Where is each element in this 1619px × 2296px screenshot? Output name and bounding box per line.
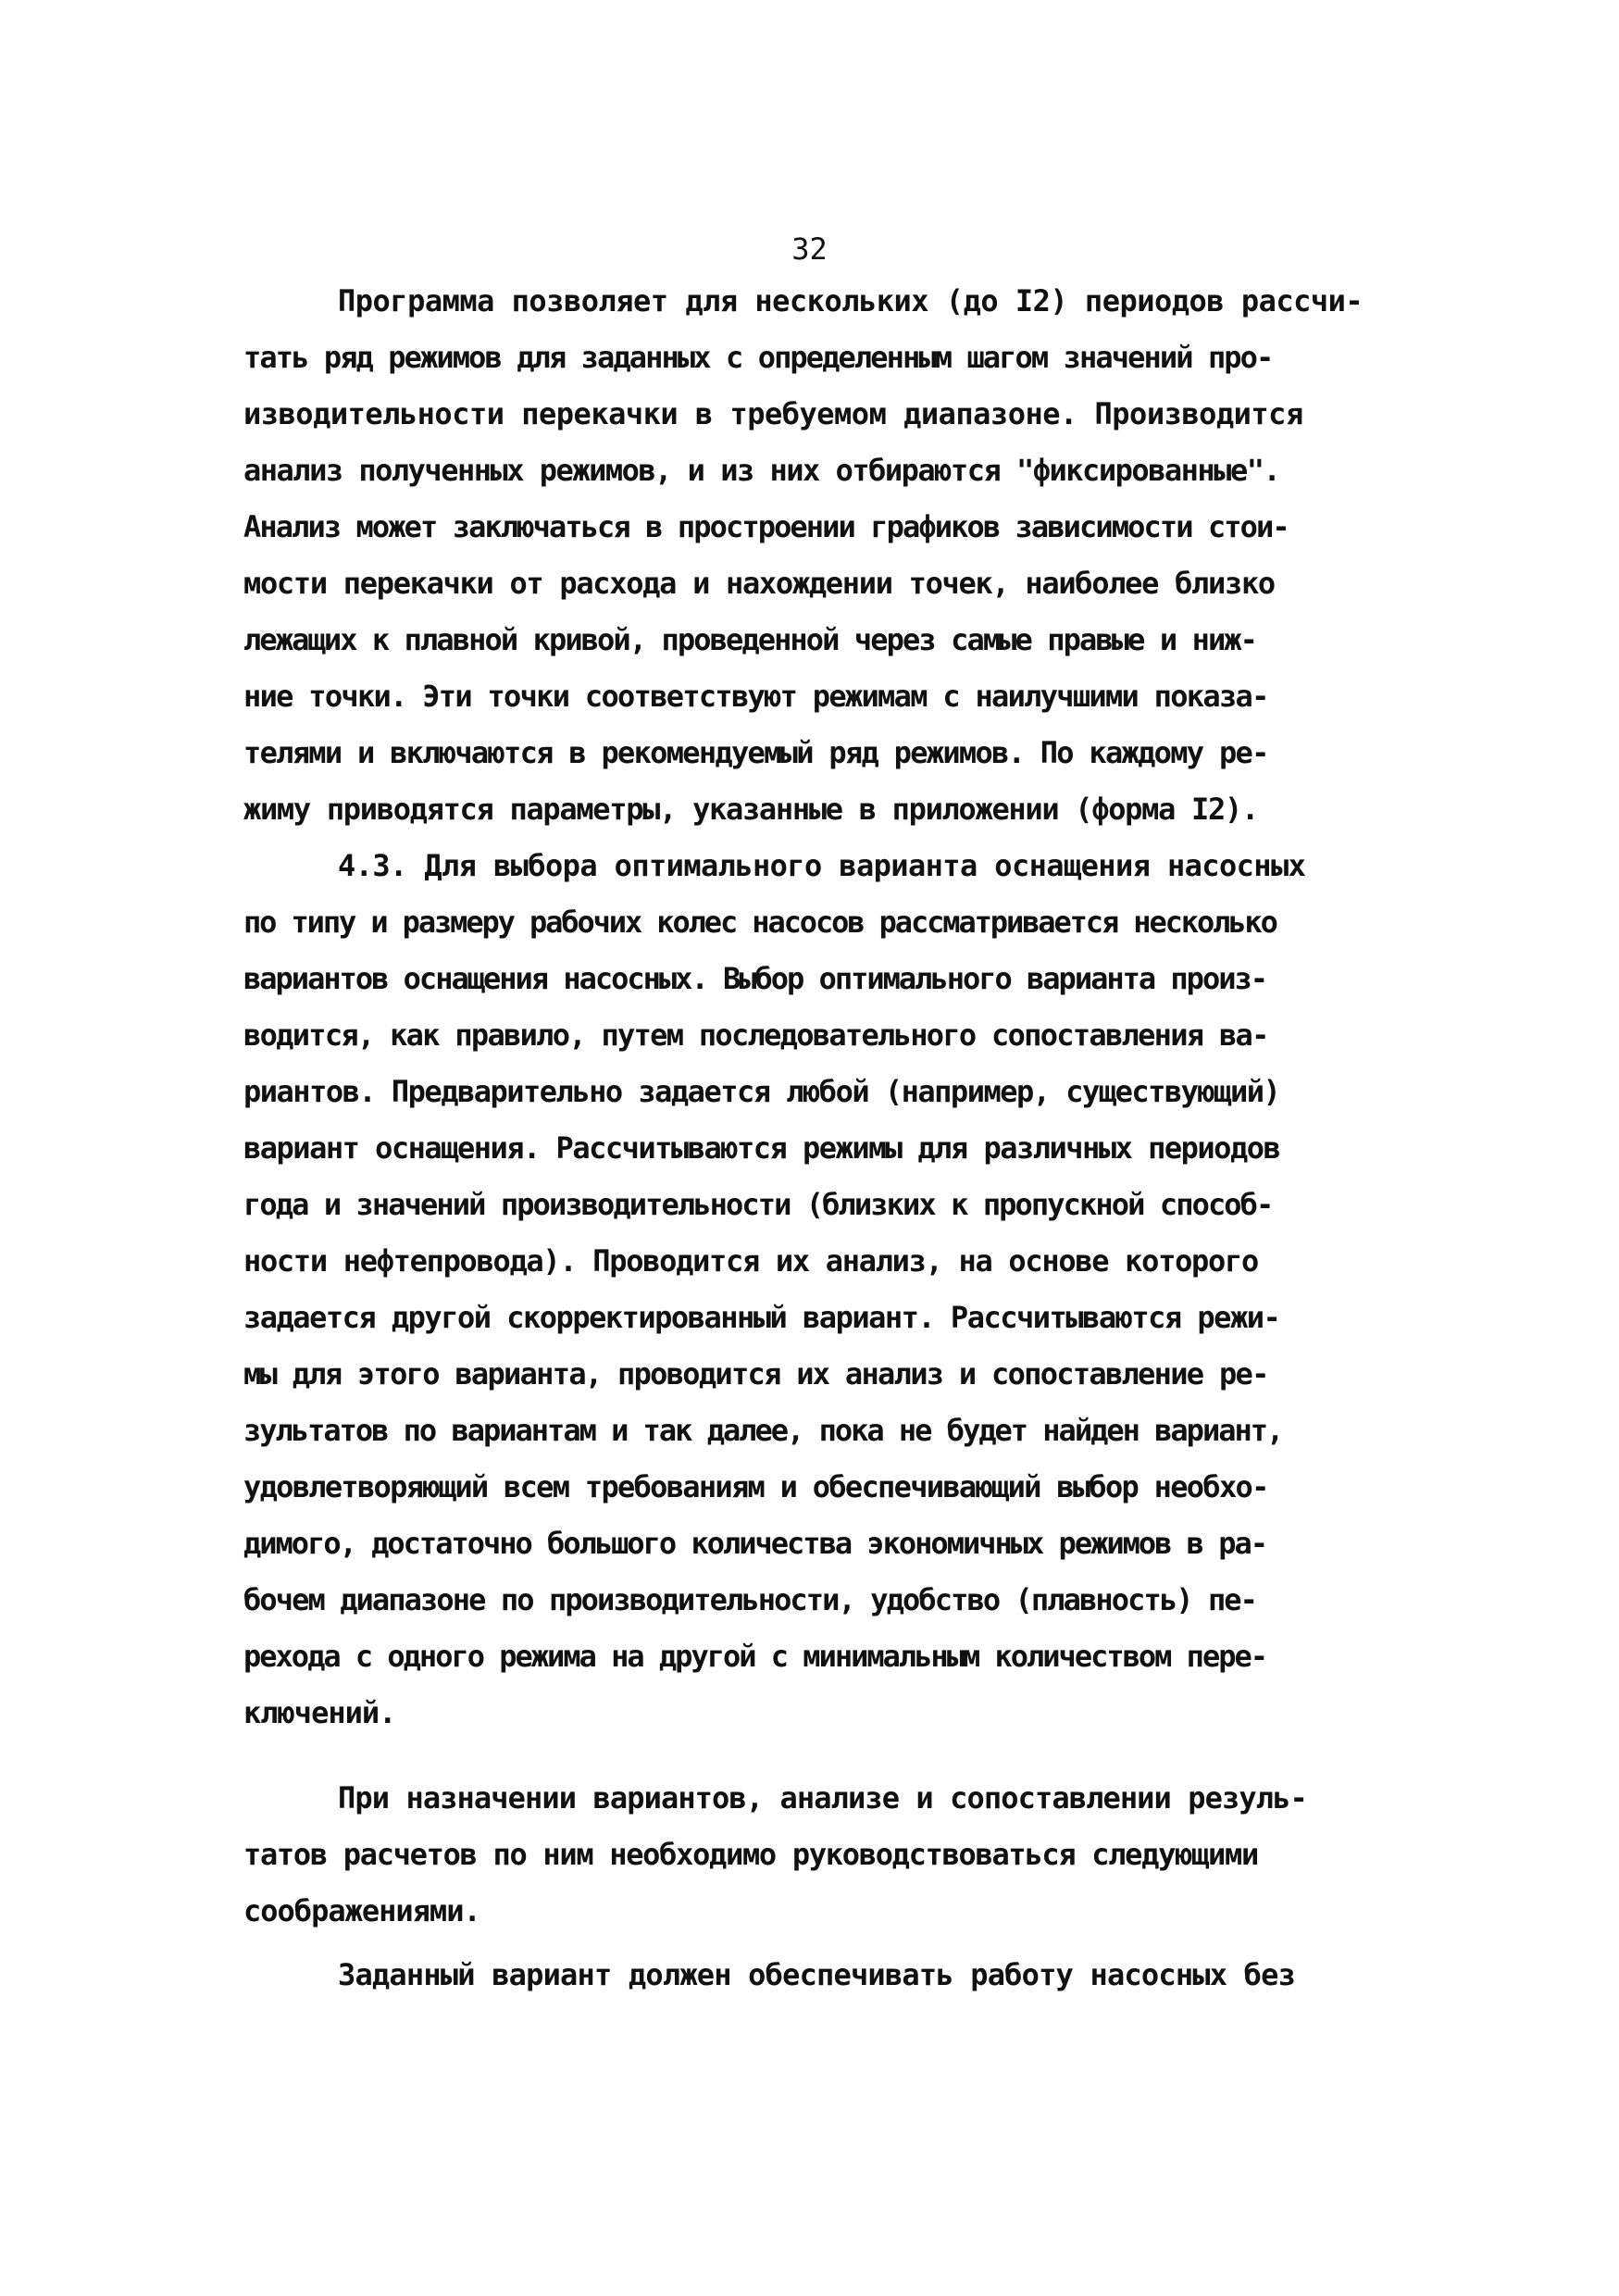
text-line: зультатов по вариантам и так далее, пока не будет найден вариант, (243, 1413, 1283, 1448)
text-line: соображениями. (243, 1893, 480, 1928)
text-line: Заданный вариант должен обеспечивать работу насосных без (338, 1957, 1296, 1992)
text-line: вариант оснащения. Рассчитываются режимы для различных периодов (243, 1130, 1280, 1166)
text-line: жиму приводятся параметры, указанные в приложении (форма I2). (243, 792, 1258, 827)
text-line: рехода с одного режима на другой с минимальным количеством пере- (243, 1639, 1266, 1674)
text-line: мости перекачки от расхода и нахождении точек, наиболее близко (243, 566, 1275, 601)
text-line: лежащих к плавной кривой, проведенной через самые правые и ниж- (243, 622, 1257, 657)
text-line: удовлетворяющий всем требованиям и обеспечивающий выбор необхо- (243, 1469, 1268, 1504)
text-line: ние точки. Эти точки соответствуют режимам с наилучшими показа- (243, 679, 1268, 714)
text-line: димого, достаточно большого количества экономичных режимов в ра- (243, 1526, 1266, 1561)
text-line: задается другой скорректированный вариант. Рассчитываются режи- (243, 1300, 1280, 1335)
text-line: тать ряд режимов для заданных с определенным шагом значений про- (243, 340, 1273, 375)
text-line: телями и включаются в рекомендуемый ряд режимов. По каждому ре- (243, 735, 1268, 770)
text-line: бочем диапазоне по производительности, удобство (плавность) пе- (243, 1582, 1257, 1617)
text-line: ключений. (243, 1695, 396, 1730)
text-line: Анализ может заключаться в прострoении графиков зависимости стои- (243, 509, 1289, 544)
text-line: изводительности перекачки в требуемом диапазоне. Производится (243, 396, 1303, 431)
text-line: года и значений производительности (близких к пропускной способ- (243, 1187, 1273, 1222)
text-line: При назначении вариантов, анализе и сопоставлении резуль- (338, 1780, 1307, 1816)
text-line: риантов. Предварительно задается любой (например, существующий) (243, 1074, 1280, 1109)
text-line: 4.3. Для выбора оптимального варианта оснащения насосных (338, 848, 1306, 883)
text-line: водится, как правило, путем последовательного сопоставления ва- (243, 1017, 1268, 1053)
text-line: анализ полученных режимов, и из них отбираются "фиксированные". (243, 453, 1280, 488)
text-line: татов расчетов по ним необходимо руководствоваться следующими (243, 1837, 1258, 1872)
text-line: мы для этого варианта, проводится их анализ и сопоставление ре- (243, 1356, 1268, 1391)
page-number: 32 (791, 231, 828, 267)
text-line: Программа позволяет для нескольких (до I2) периодов рассчи- (338, 283, 1364, 318)
text-line: по типу и размеру рабочих колес насосов рассматривается несколько (243, 905, 1277, 940)
text-line: ности нефтепровода). Проводится их анализ, на основе которого (243, 1243, 1258, 1279)
text-line: вариантов оснащения насосных. Выбор оптимального варианта произ- (243, 961, 1266, 996)
